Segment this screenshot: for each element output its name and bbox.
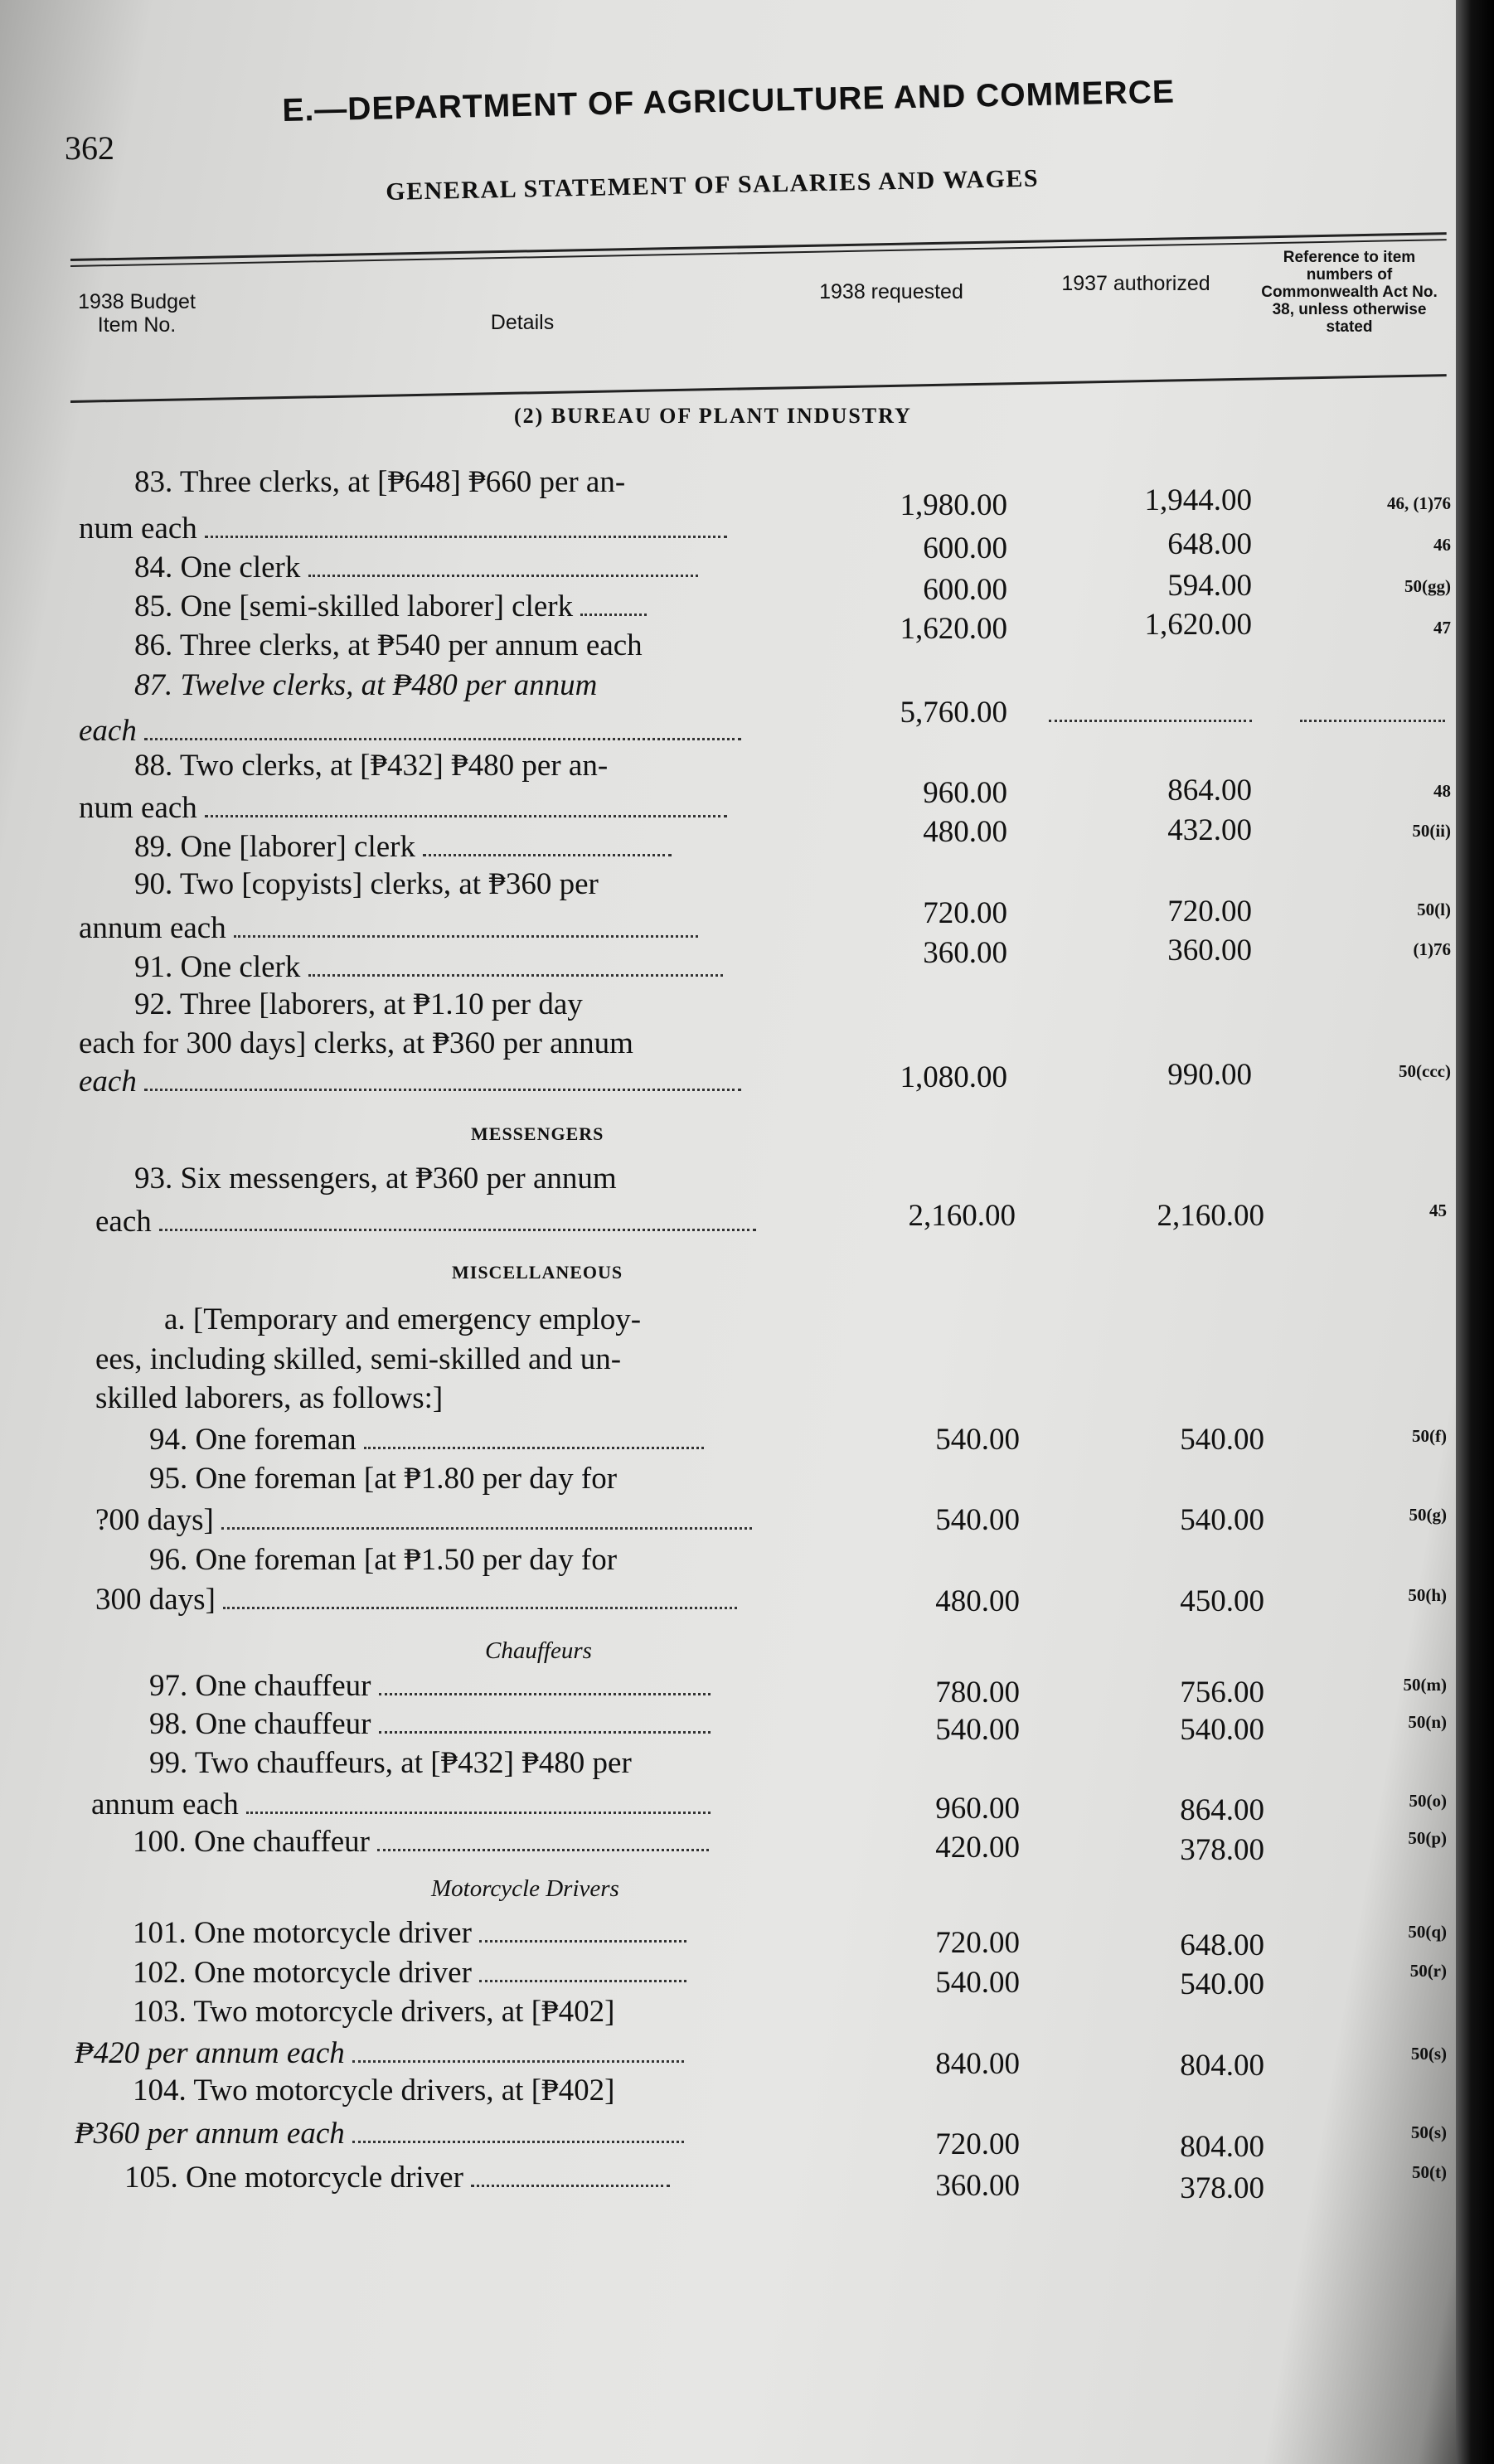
item-84-requested: 600.00 [923,531,1007,565]
leader-dots [580,613,647,616]
item-97-authorized: 756.00 [1180,1676,1264,1710]
item-87-authorized-blank [1049,695,1252,730]
item-90-line2 [79,910,698,946]
item-84-authorized: 648.00 [1167,527,1252,561]
item-92-reference: 50(ccc) [1399,1061,1451,1081]
section-heading: (2) BUREAU OF PLANT INDUSTRY [514,404,912,428]
item-102-line [133,1955,686,1991]
item-85-reference: 50(gg) [1404,576,1451,596]
item-97-reference: 50(m) [1403,1675,1447,1695]
leader-dots [246,1811,711,1814]
col-header-details: Details [490,311,555,334]
item-93-reference: 45 [1429,1200,1447,1220]
header-rule-bottom [70,374,1447,403]
item-89-reference: 50(ii) [1412,821,1451,841]
item-97-text: 97. One chauffeur [149,1669,371,1703]
subsection-motorcycle-drivers: Motorcycle Drivers [431,1875,619,1902]
item-83-authorized: 1,944.00 [1144,483,1252,517]
item-99-line1: 99. Two chauffeurs, at [₱432] ₱480 per [149,1746,632,1780]
leader-dots [1049,719,1252,722]
item-104-line1: 104. Two motorcycle drivers, at [₱402] [133,2074,615,2107]
item-104-reference: 50(s) [1410,2122,1447,2142]
item-105-authorized: 378.00 [1180,2171,1264,2205]
item-95-line1: 95. One foreman [at ₱1.80 per day for [149,1462,618,1496]
item-100-requested: 420.00 [935,1831,1020,1865]
item-104-line2 [75,2116,684,2151]
item-86-requested: 1,620.00 [900,612,1007,646]
item-85-authorized: 594.00 [1167,569,1252,603]
item-99-authorized: 864.00 [1180,1793,1264,1827]
item-85-text: 85. One [semi-skilled laborer] clerk [134,589,574,623]
item-86-line: 86. Three clerks, at ₱540 per annum each [134,628,643,662]
item-99-text: annum each [91,1787,239,1821]
item-85-requested: 600.00 [923,573,1007,607]
item-88-reference: 48 [1433,781,1451,801]
item-92-line2: each for 300 days] clerks, at ₱360 per annum [79,1026,633,1060]
item-92-line3 [79,1064,741,1099]
item-101-requested: 720.00 [935,1926,1020,1960]
leader-dots [205,814,727,817]
item-84-line [134,550,698,585]
item-102-authorized: 540.00 [1180,1967,1264,2001]
item-92-authorized: 990.00 [1167,1058,1252,1092]
leader-dots [352,2059,684,2063]
leader-dots [379,1692,711,1695]
item-88-requested: 960.00 [923,776,1007,810]
leader-dots [479,1979,686,1982]
item-96-requested: 480.00 [935,1584,1020,1618]
item-89-text: 89. One [laborer] clerk [134,830,415,864]
leader-dots [423,853,672,856]
leader-dots [223,1606,737,1609]
item-96-reference: 50(h) [1408,1585,1447,1605]
item-94-reference: 50(f) [1412,1426,1447,1446]
item-96-authorized: 450.00 [1180,1584,1264,1618]
item-93-authorized: 2,160.00 [1157,1199,1264,1233]
header-rule-top [70,232,1447,261]
item-98-authorized: 540.00 [1180,1713,1264,1747]
item-95-line2 [95,1502,752,1538]
item-104-authorized: 804.00 [1180,2130,1264,2164]
misc-a-text1: a. [Temporary and emergency employ- [164,1302,642,1336]
item-92-requested: 1,080.00 [900,1060,1007,1094]
item-99-line2 [91,1787,711,1822]
page-number: 362 [65,129,114,167]
leader-dots [159,1228,756,1231]
item-96-line2 [95,1582,737,1618]
leader-dots [144,1088,741,1091]
item-97-line [149,1668,711,1704]
item-100-reference: 50(p) [1408,1828,1447,1848]
item-100-text: 100. One chauffeur [133,1825,370,1859]
item-89-requested: 480.00 [923,815,1007,849]
leader-dots [221,1526,752,1530]
book-spine-shadow [1456,0,1494,2464]
item-94-requested: 540.00 [935,1423,1020,1457]
item-91-authorized: 360.00 [1167,934,1252,968]
item-101-authorized: 648.00 [1180,1928,1264,1962]
subsection-messengers: MESSENGERS [471,1123,604,1144]
item-87-line2 [79,713,741,749]
item-103-authorized: 804.00 [1180,2049,1264,2083]
item-105-requested: 360.00 [935,2169,1020,2203]
item-95-authorized: 540.00 [1180,1503,1264,1537]
item-88-text: num each [79,791,197,825]
col-header-requested: 1938 requested [819,280,963,303]
item-83-line2 [79,511,727,546]
col-header-reference: Reference to item numbers of Commonwealth Act No. 38, unless otherwise stated [1261,249,1438,336]
item-94-authorized: 540.00 [1180,1423,1264,1457]
subsection-chauffeurs: Chauffeurs [485,1637,592,1664]
item-105-reference: 50(t) [1412,2162,1447,2182]
item-86-reference: 47 [1433,618,1451,638]
item-93-requested: 2,160.00 [908,1199,1016,1233]
item-84-reference: 46 [1433,535,1451,555]
item-91-line [134,949,723,985]
item-104-requested: 720.00 [935,2127,1020,2161]
item-88-authorized: 864.00 [1167,774,1252,808]
item-87-line1: 87. Twelve clerks, at ₱480 per annum [134,668,598,702]
item-103-line1: 103. Two motorcycle drivers, at [₱402] [133,1995,615,2029]
item-98-reference: 50(n) [1408,1712,1447,1732]
item-95-reference: 50(g) [1409,1505,1447,1525]
item-105-text: 105. One motorcycle driver [124,2161,463,2195]
item-89-authorized: 432.00 [1167,813,1252,847]
misc-a-line2: ees, including skilled, semi-skilled and un- [95,1342,622,1376]
leader-dots [471,2184,670,2187]
item-92-text: each [79,1065,137,1099]
item-84-text: 84. One clerk [134,551,301,584]
item-93-line2 [95,1204,756,1239]
item-88-line2 [79,790,727,826]
item-97-requested: 780.00 [935,1676,1020,1710]
leader-dots [352,2140,684,2143]
col-header-authorized: 1937 authorized [1061,272,1210,295]
item-94-text: 94. One foreman [149,1423,357,1457]
item-100-authorized: 378.00 [1180,1833,1264,1867]
item-103-requested: 840.00 [935,2047,1020,2081]
item-102-text: 102. One motorcycle driver [133,1956,472,1990]
subsection-miscellaneous: MISCELLANEOUS [452,1262,623,1283]
item-87-requested: 5,760.00 [900,696,1007,730]
item-92-line1: 92. Three [laborers, at ₱1.10 per day [134,987,583,1021]
item-99-requested: 960.00 [935,1792,1020,1826]
item-102-reference: 50(r) [1409,1961,1447,1981]
header-rule-top2 [70,239,1447,267]
item-91-requested: 360.00 [923,936,1007,970]
page-title: E.—DEPARTMENT OF AGRICULTURE AND COMMERCE [282,74,1176,129]
item-99-reference: 50(o) [1409,1791,1447,1811]
leader-dots [377,1848,709,1851]
leader-dots [479,1939,686,1943]
item-86-authorized: 1,620.00 [1144,608,1252,642]
item-96-text: 300 days] [95,1583,216,1617]
misc-a-line1 [164,1302,641,1337]
leader-dots [364,1446,704,1449]
item-85-line [134,589,647,624]
item-98-requested: 540.00 [935,1713,1020,1747]
item-90-authorized: 720.00 [1167,895,1252,929]
item-101-text: 101. One motorcycle driver [133,1916,472,1950]
page-subtitle: GENERAL STATEMENT OF SALARIES AND WAGES [386,164,1040,206]
item-87-text: each [79,714,137,748]
item-98-text: 98. One chauffeur [149,1707,371,1741]
leader-dots [1300,719,1445,722]
leader-dots [205,535,727,538]
item-91-text: 91. One clerk [134,950,301,984]
item-96-line1: 96. One foreman [at ₱1.50 per day for [149,1543,618,1577]
item-95-text: ?00 days] [95,1503,214,1537]
item-101-reference: 50(q) [1408,1922,1447,1942]
item-103-line2 [75,2035,684,2071]
col-header-item: 1938 Budget Item No. [78,290,196,337]
item-90-requested: 720.00 [923,896,1007,930]
item-102-requested: 540.00 [935,1966,1020,2000]
item-100-line [133,1824,709,1860]
misc-a-line3: skilled laborers, as follows:] [95,1381,444,1415]
item-90-text: annum each [79,911,226,945]
item-93-line1: 93. Six messengers, at ₱360 per annum [134,1162,617,1196]
item-88-line1: 88. Two clerks, at [₱432] ₱480 per an- [134,749,609,783]
leader-dots [234,934,698,938]
leader-dots [308,973,723,977]
item-89-line [134,829,672,865]
leader-dots [144,737,741,740]
item-94-line [149,1422,704,1458]
item-93-text: each [95,1205,152,1239]
item-90-reference: 50(l) [1417,900,1451,919]
leader-dots [379,1730,711,1734]
item-103-reference: 50(s) [1410,2044,1447,2064]
item-95-requested: 540.00 [935,1503,1020,1537]
item-101-line [133,1915,686,1951]
item-83-requested: 1,980.00 [900,488,1007,522]
item-91-reference: (1)76 [1413,939,1451,959]
leader-dots [308,574,698,577]
item-87-reference-blank [1300,695,1445,730]
item-103-text: ₱420 per annum each [75,2036,345,2070]
item-90-line1: 90. Two [copyists] clerks, at ₱360 per [134,867,599,901]
item-83-line1: 83. Three clerks, at [₱648] ₱660 per an- [134,465,626,499]
item-105-line [124,2160,670,2195]
item-104-text: ₱360 per annum each [75,2117,345,2151]
item-83-text: num each [79,512,197,546]
item-98-line [149,1706,711,1742]
item-83-reference: 46, (1)76 [1387,493,1451,513]
